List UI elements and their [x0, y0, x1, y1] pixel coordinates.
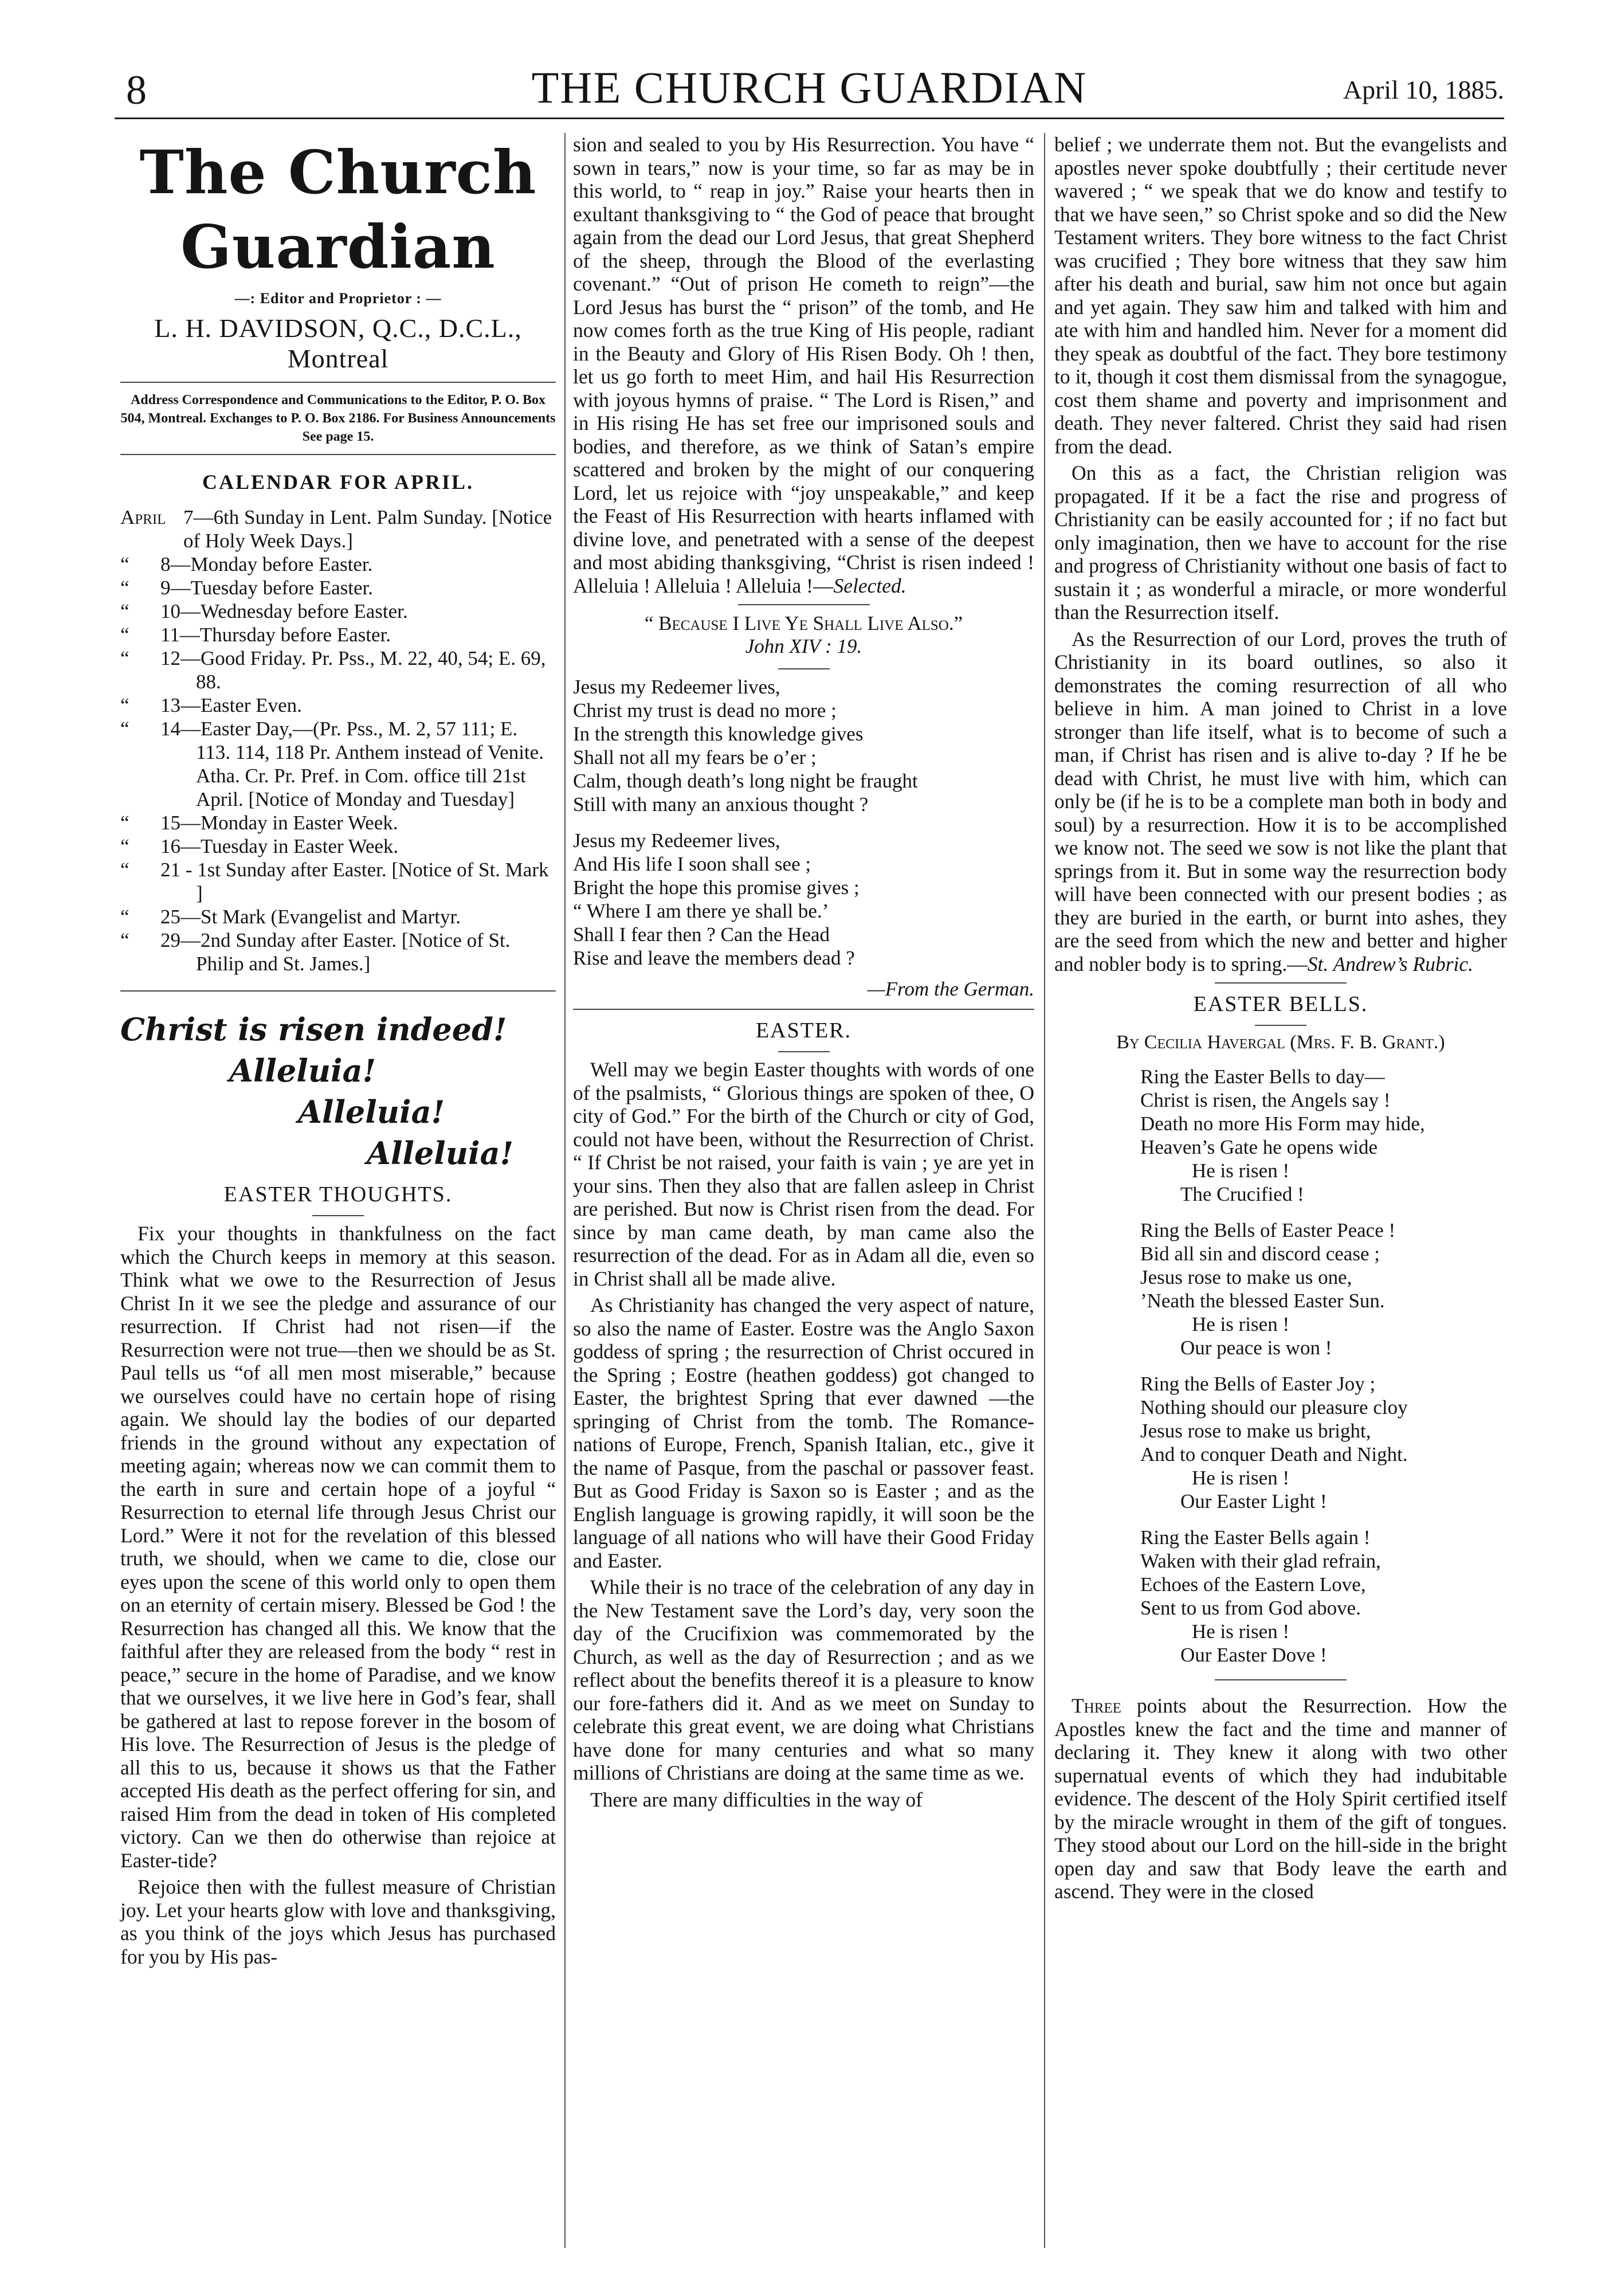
- divider: [738, 604, 870, 605]
- calendar-month-mark: “: [120, 553, 129, 575]
- poem-line: Ring the Bells of Easter Peace !: [1140, 1219, 1396, 1241]
- poem-line: Jesus rose to make us bright,: [1140, 1420, 1371, 1442]
- issue-date: April 10, 1885.: [1343, 75, 1504, 104]
- three-points-article: [1054, 1694, 1507, 1903]
- calendar-entry-text: 7—6th Sunday in Lent. Palm Sunday. [Notice of Holy Week Days.]: [183, 506, 552, 552]
- poem-line: Ring the Easter Bells again !: [1140, 1526, 1371, 1549]
- calendar-entry-text: 15—Monday in Easter Week.: [160, 812, 398, 834]
- paragraph: There are many difficulties in the way of: [590, 1788, 923, 1811]
- poem-line: Calm, though death’s long night be fraught: [573, 770, 918, 792]
- calendar-month-mark: “: [120, 600, 129, 622]
- calendar-entry: [120, 834, 556, 858]
- calendar-entry-text: 13—Easter Even.: [160, 694, 302, 716]
- poem-line: Rise and leave the members dead ?: [573, 947, 855, 969]
- divider: [1215, 982, 1347, 984]
- poem-stanza: [1140, 1526, 1507, 1667]
- calendar-list: [120, 506, 556, 975]
- paragraph: [573, 133, 1034, 597]
- poem-line: Death no more His Form may hide,: [1140, 1112, 1425, 1135]
- newspaper-title: THE CHURCH GUARDIAN: [531, 62, 1088, 112]
- divider: [120, 454, 556, 455]
- poem-line: Jesus my Redeemer lives,: [573, 676, 780, 698]
- poem-title: “ Because I Live Ye Shall Live Also.”: [644, 612, 963, 634]
- divider: [573, 1009, 1034, 1010]
- divider: [120, 990, 556, 992]
- column-3: [1054, 133, 1507, 1907]
- poem-line: Echoes of the Eastern Love,: [1140, 1573, 1366, 1596]
- calendar-month-mark: “: [120, 694, 129, 716]
- poem-line: ’Neath the blessed Easter Sun.: [1140, 1290, 1385, 1312]
- poem-line: Bid all sin and discord cease ;: [1140, 1243, 1380, 1265]
- poem-line: Still with many an anxious thought ?: [573, 793, 869, 816]
- article-source: Selected.: [833, 574, 906, 597]
- calendar-month-mark: “: [120, 577, 129, 599]
- poem-line: Waken with their glad refrain,: [1140, 1550, 1381, 1572]
- easter-thoughts-body: [120, 1222, 556, 1968]
- poem-line: “ Where I am there ye shall be.’: [573, 900, 829, 922]
- easter-bells-heading: EASTER BELLS.: [1193, 992, 1368, 1016]
- calendar-entry: [120, 623, 556, 647]
- paragraph: Rejoice then with the fullest measure of Christian joy. Let your hearts glow with love and thanksgiving, as you think of the joys which Jesus has purchased for you by His pas-: [120, 1875, 556, 1968]
- calendar-entry: [120, 928, 556, 975]
- paragraph: As Christianity has changed the very aspect of nature, so also the name of Easter. Eostre was the Anglo Saxon goddess of spring ; the resurrection of Christ occured in the Spring ; Eostre (heathen goddess) got changed to Easter, the brightest Spring that ever dawned —the springing of Christ from the tomb. The Romance-nations of Europe, French, Spanish Italian, etc., give it the name of Pasque, from the paschal or passover feast. But as Good Friday is Saxon so is Easter ; and as the English language is growing rapidly, it will soon be the language of all nations who will have their Good Friday and Easter.: [573, 1294, 1034, 1572]
- poem-refrain-line: He is risen !: [1192, 1620, 1290, 1643]
- calendar-entry: [120, 600, 556, 623]
- easter-bells-poem: [1140, 1065, 1507, 1667]
- alleluia-block: [120, 1009, 556, 1174]
- poem-refrain-line: Our Easter Light !: [1180, 1490, 1327, 1513]
- poem-refrain-line: The Crucified !: [1180, 1183, 1304, 1205]
- lead-word: Three: [1072, 1694, 1121, 1717]
- calendar-entry: [120, 553, 556, 576]
- continued-text: sion and sealed to you by His Resurrection. You have “ sown in tears,” now is your time, so far as may be in this world, to “ reap in joy.” Raise your hearts then in exultant thanksgiving to “ the God of peace that brought again from the dead our Lord Jesus, that great Shepherd of the sheep, through the Blood of the everlasting covenant.” “Out of prison He cometh to reign”—the Lord Jesus has burst the “ prison” of the tomb, and He now comes forth as the true King of His people, radiant in the Beauty and Glory of His Risen Body. Oh ! then, let us go forth to meet Him, and hail His Resurrection with joyous hymns of praise. “ The Lord is Risen,” and in His rising He has set free our imprisoned souls and bodies, and therefore, as we think of Satan’s empire scattered and broken by the might of our conquering Lord, let us rejoice with “joy unspeakable,” and keep the Feast of His Resurrection with hearts inflamed with divine love, and penetrated with a sense of the deepest and most abiding thanksgiving, “Christ is risen indeed ! Alleluia ! Alleluia ! Alleluia !—: [573, 133, 1034, 597]
- calendar-entry-text: 8—Monday before Easter.: [160, 553, 373, 575]
- calendar-entry-text: 16—Tuesday in Easter Week.: [160, 835, 399, 857]
- paragraph: While their is no trace of the celebration of any day in the New Testament save the Lord’s day, very soon the day of the Crucifixion was commemorated by the Church, as well as the day of Resurrection ; and as we reflect about the benefits thereof it is a pleasure to know our fore-fathers did it. And as we meet on Sunday to celebrate this great event, we are doing what Christians have done for many centuries and what so many millions of Christians are doing at the same time as we.: [573, 1576, 1034, 1784]
- poem-line: Christ is risen, the Angels say !: [1140, 1089, 1391, 1111]
- calendar-entry: [120, 647, 556, 693]
- alleluia-line: Alleluia!: [229, 1052, 376, 1089]
- easter-thoughts-heading: EASTER THOUGHTS.: [223, 1182, 453, 1206]
- column-divider: [1044, 133, 1045, 2248]
- calendar-month-mark: “: [120, 624, 129, 646]
- poem-line: Jesus rose to make us one,: [1140, 1266, 1352, 1288]
- header-rule: [115, 117, 1504, 119]
- easter-article-body: [573, 1058, 1034, 1811]
- divider: [120, 382, 556, 383]
- poem-refrain-line: Our Easter Dove !: [1180, 1644, 1327, 1666]
- calendar-entry: [120, 811, 556, 834]
- calendar-entry: [120, 905, 556, 928]
- divider: [778, 1051, 830, 1052]
- calendar-month-mark: “: [120, 929, 129, 951]
- poem-refrain-line: He is risen !: [1192, 1159, 1290, 1182]
- calendar-month-mark: “: [120, 647, 129, 669]
- paragraph: Well may we begin Easter thoughts with words of one of the psalmists, “ Glorious things are spoken of thee, O city of God.” For the birth of the Church or city of God, could not have been, without the Resurrection of Christ. “ If Christ be not raised, your faith is vain ; ye are yet in your sins. Then they also that are fallen asleep in Christ are perished. But now is Christ risen from the dead. For since by man came death, by man came also the resurrection of the dead. For as in Adam all die, even so in Christ shall all be made alive.: [573, 1058, 1034, 1290]
- poem-line: Bright the hope this promise gives ;: [573, 876, 860, 899]
- calendar-entry-text: 10—Wednesday before Easter.: [160, 600, 408, 622]
- column-divider: [564, 133, 566, 2248]
- poem-stanza: [1140, 1218, 1507, 1359]
- masthead-title: The Church Guardian: [139, 137, 537, 282]
- poem-stanza: [573, 675, 1034, 816]
- calendar-entry-text: 9—Tuesday before Easter.: [160, 577, 373, 599]
- alleluia-line: Christ is risen indeed!: [120, 1011, 507, 1048]
- calendar-entry-text: 25—St Mark (Evangelist and Martyr.: [160, 906, 461, 928]
- easter-thoughts-continued: [573, 133, 1034, 597]
- page-header: [115, 62, 1504, 125]
- poem-line: Sent to us from God above.: [1140, 1597, 1361, 1619]
- editor-label: —: Editor and Proprietor : —: [234, 290, 442, 307]
- poem-refrain-line: He is risen !: [1192, 1467, 1290, 1489]
- poem-line: Nothing should our pleasure cloy: [1140, 1396, 1408, 1419]
- poem-line: And His life I soon shall see ;: [573, 853, 811, 875]
- article-source: St. Andrew’s Rubric.: [1307, 952, 1474, 975]
- poem-line: Ring the Bells of Easter Joy ;: [1140, 1373, 1376, 1395]
- poem-source: —From the German.: [867, 978, 1034, 1000]
- poem-refrain-line: Our peace is won !: [1180, 1337, 1332, 1359]
- calendar-entry-text: 29—2nd Sunday after Easter. [Notice of St. Philip and St. James.]: [160, 929, 511, 975]
- paragraph: [1054, 628, 1507, 976]
- editor-name: L. H. DAVIDSON, Q.C., D.C.L., Montreal: [154, 314, 522, 373]
- poem-line: In the strength this knowledge gives: [573, 723, 864, 745]
- alleluia-line: Alleluia!: [367, 1135, 514, 1171]
- divider: [1215, 1679, 1347, 1680]
- calendar-month-mark: “: [120, 859, 129, 881]
- poem-stanza: [1140, 1372, 1507, 1513]
- poem-line: Shall not all my fears be o’er ;: [573, 746, 817, 769]
- calendar-entry-text: 21 - 1st Sunday after Easter. [Notice of St. Mark ]: [160, 859, 549, 904]
- calendar-entry: [120, 506, 556, 553]
- paragraph-text: As the Resurrection of our Lord, proves the truth of Christianity in its board outlines, so also it demonstrates the coming resurrection of all who believe in him. A man joined to Christ in a love stronger than life itself, what is to become of such a man, if Christ has risen and is alive to-day ? If he be dead with Christ, he must live with him, which can only be (if he is to be a complete man both in body and soul) by a resurrection. How it is to be accomplished we know not. The seed we sow is not like the plant that springs from it. But in some way the resurrection body will have been connected with our present bodies ; as they are buried in the earth, or burnt into ashes, they are the seed from which the new and better and higher and nobler body is to spring.—: [1054, 627, 1507, 975]
- divider: [312, 1215, 364, 1216]
- easter-bells-byline: By Cecilia Havergal (Mrs. F. B. Grant.): [1116, 1032, 1445, 1053]
- calendar-entry: [120, 717, 556, 811]
- poem-line: Christ my trust is dead no more ;: [573, 699, 837, 722]
- poem-line: And to conquer Death and Night.: [1140, 1443, 1408, 1466]
- page-number: 8: [126, 67, 147, 113]
- column-2: [573, 133, 1034, 1815]
- calendar-entry: [120, 858, 556, 905]
- calendar-entry-text: 14—Easter Day,—(Pr. Pss., M. 2, 57 111; E. 113. 114, 118 Pr. Anthem instead of Venite. Atha. Cr. Pr. Pref. in Com. office till 21st April. [Notice of Monday and Tuesday]: [160, 718, 544, 810]
- poem-line: Ring the Easter Bells to day—: [1140, 1065, 1385, 1088]
- calendar-entry: [120, 693, 556, 717]
- paragraph-text: points about the Resurrection. How the Apostles knew the fact and the time and manner of declaring it. They knew it along with two other supernatual events of which they had indubitable evidence. The descent of the Holy Spirit certified itself by the miracle wrought in them of the gift of tongues. They stood about our Lord on the hill-side in the bright open day and saw that Body leave the earth and ascend. They were in the closed: [1054, 1694, 1507, 1903]
- column-1: [120, 133, 556, 1972]
- calendar-month-mark: “: [120, 835, 129, 857]
- calendar-entry: [120, 576, 556, 600]
- calendar-month-mark: April: [120, 506, 166, 528]
- poem-stanza: [1140, 1065, 1507, 1206]
- divider: [778, 668, 830, 669]
- easter-heading: EASTER.: [755, 1018, 852, 1043]
- calendar-month-mark: “: [120, 718, 129, 740]
- easter-article-continued: [1054, 133, 1507, 975]
- poem-reference: John XIV : 19.: [745, 635, 862, 657]
- alleluia-line: Alleluia!: [298, 1094, 445, 1130]
- address-note: Address Correspondence and Communications to the Editor, P. O. Box 504, Montreal. Exchanges to P. O. Box 2186. For Business Announcements See page 15.: [120, 393, 556, 444]
- calendar-heading: CALENDAR FOR APRIL.: [202, 471, 474, 493]
- poem-stanza: [573, 829, 1034, 970]
- calendar-entry-text: 11—Thursday before Easter.: [160, 624, 391, 646]
- calendar-month-mark: “: [120, 906, 129, 928]
- poem-refrain-line: He is risen !: [1192, 1313, 1290, 1335]
- poem-line: Heaven’s Gate he opens wide: [1140, 1136, 1378, 1158]
- paragraph: belief ; we underrate them not. But the evangelists and apostles never spoke doubtfully ; their certitude never wavered ; “ we speak that we do know and testify to that we have seen,” so Christ spoke and so did the New Testament writers. They bore witness to the fact Christ was crucified ; They bore witness that they saw him after his death and burial, saw him not once but again and yet again. They saw him and talked with him and ate with him and handled him. Never for a moment did they speak as doubtful of the fact. They bore testimony to it, though it cost them dismissal from the synagogue, cost them shame and poverty and imprisonment and death. They never faltered. Christ they said had risen from the dead.: [1054, 133, 1507, 458]
- poem-line: Jesus my Redeemer lives,: [573, 829, 780, 852]
- calendar-month-mark: “: [120, 812, 129, 834]
- divider: [1255, 1025, 1306, 1026]
- poem-line: Shall I fear then ? Can the Head: [573, 923, 830, 946]
- paragraph: [1054, 1694, 1507, 1903]
- paragraph: On this as a fact, the Christian religion was propagated. If it be a fact the rise and progress of Christianity can be easily accounted for ; if no fact but only imagination, then we have to account for the rise and progress of Christianity without one basis of fact to sustain it ; as wonderful a miracle, or more wonderful than the Resurrection itself.: [1054, 461, 1507, 624]
- calendar-entry-text: 12—Good Friday. Pr. Pss., M. 22, 40, 54; E. 69, 88.: [160, 647, 546, 693]
- paragraph: Fix your thoughts in thankfulness on the fact which the Church keeps in memory at this season. Think what we owe to the Resurrection of Jesus Christ In it we see the pledge and assurance of our resurrection. If Christ had not risen—if the Resurrection were not true—then we should be as St. Paul tells us “of all men most miserable,” because we ourselves could have no certain hope of rising again. We should lay the bodies of our departed friends in the ground without any expectation of meeting again; whereas now we can commit them to the earth in sure and certain hope of a joyful “ Resurrection to eternal life through Jesus Christ our Lord.” Were it not for the revelation of this blessed truth, we should, when we came to die, close our eyes upon the scene of this world only to open them on an eternity of certain misery. Blessed be God ! the Resurrection has changed all this. We know that the faithful after they are released from the body “ rest in peace,” secure in the home of Paradise, and we know that we ourselves, it we live here in God’s fear, shall be gathered at last to repose forever in the bosom of His love. The Resurrection of Jesus is the pledge of all this to us, because it shows us that the Father accepted His death as the perfect offering for sin, and raised Him from the dead in token of His completed victory. Can we then do otherwise than rejoice at Easter-tide?: [120, 1222, 556, 1872]
- german-poem: [573, 675, 1034, 970]
